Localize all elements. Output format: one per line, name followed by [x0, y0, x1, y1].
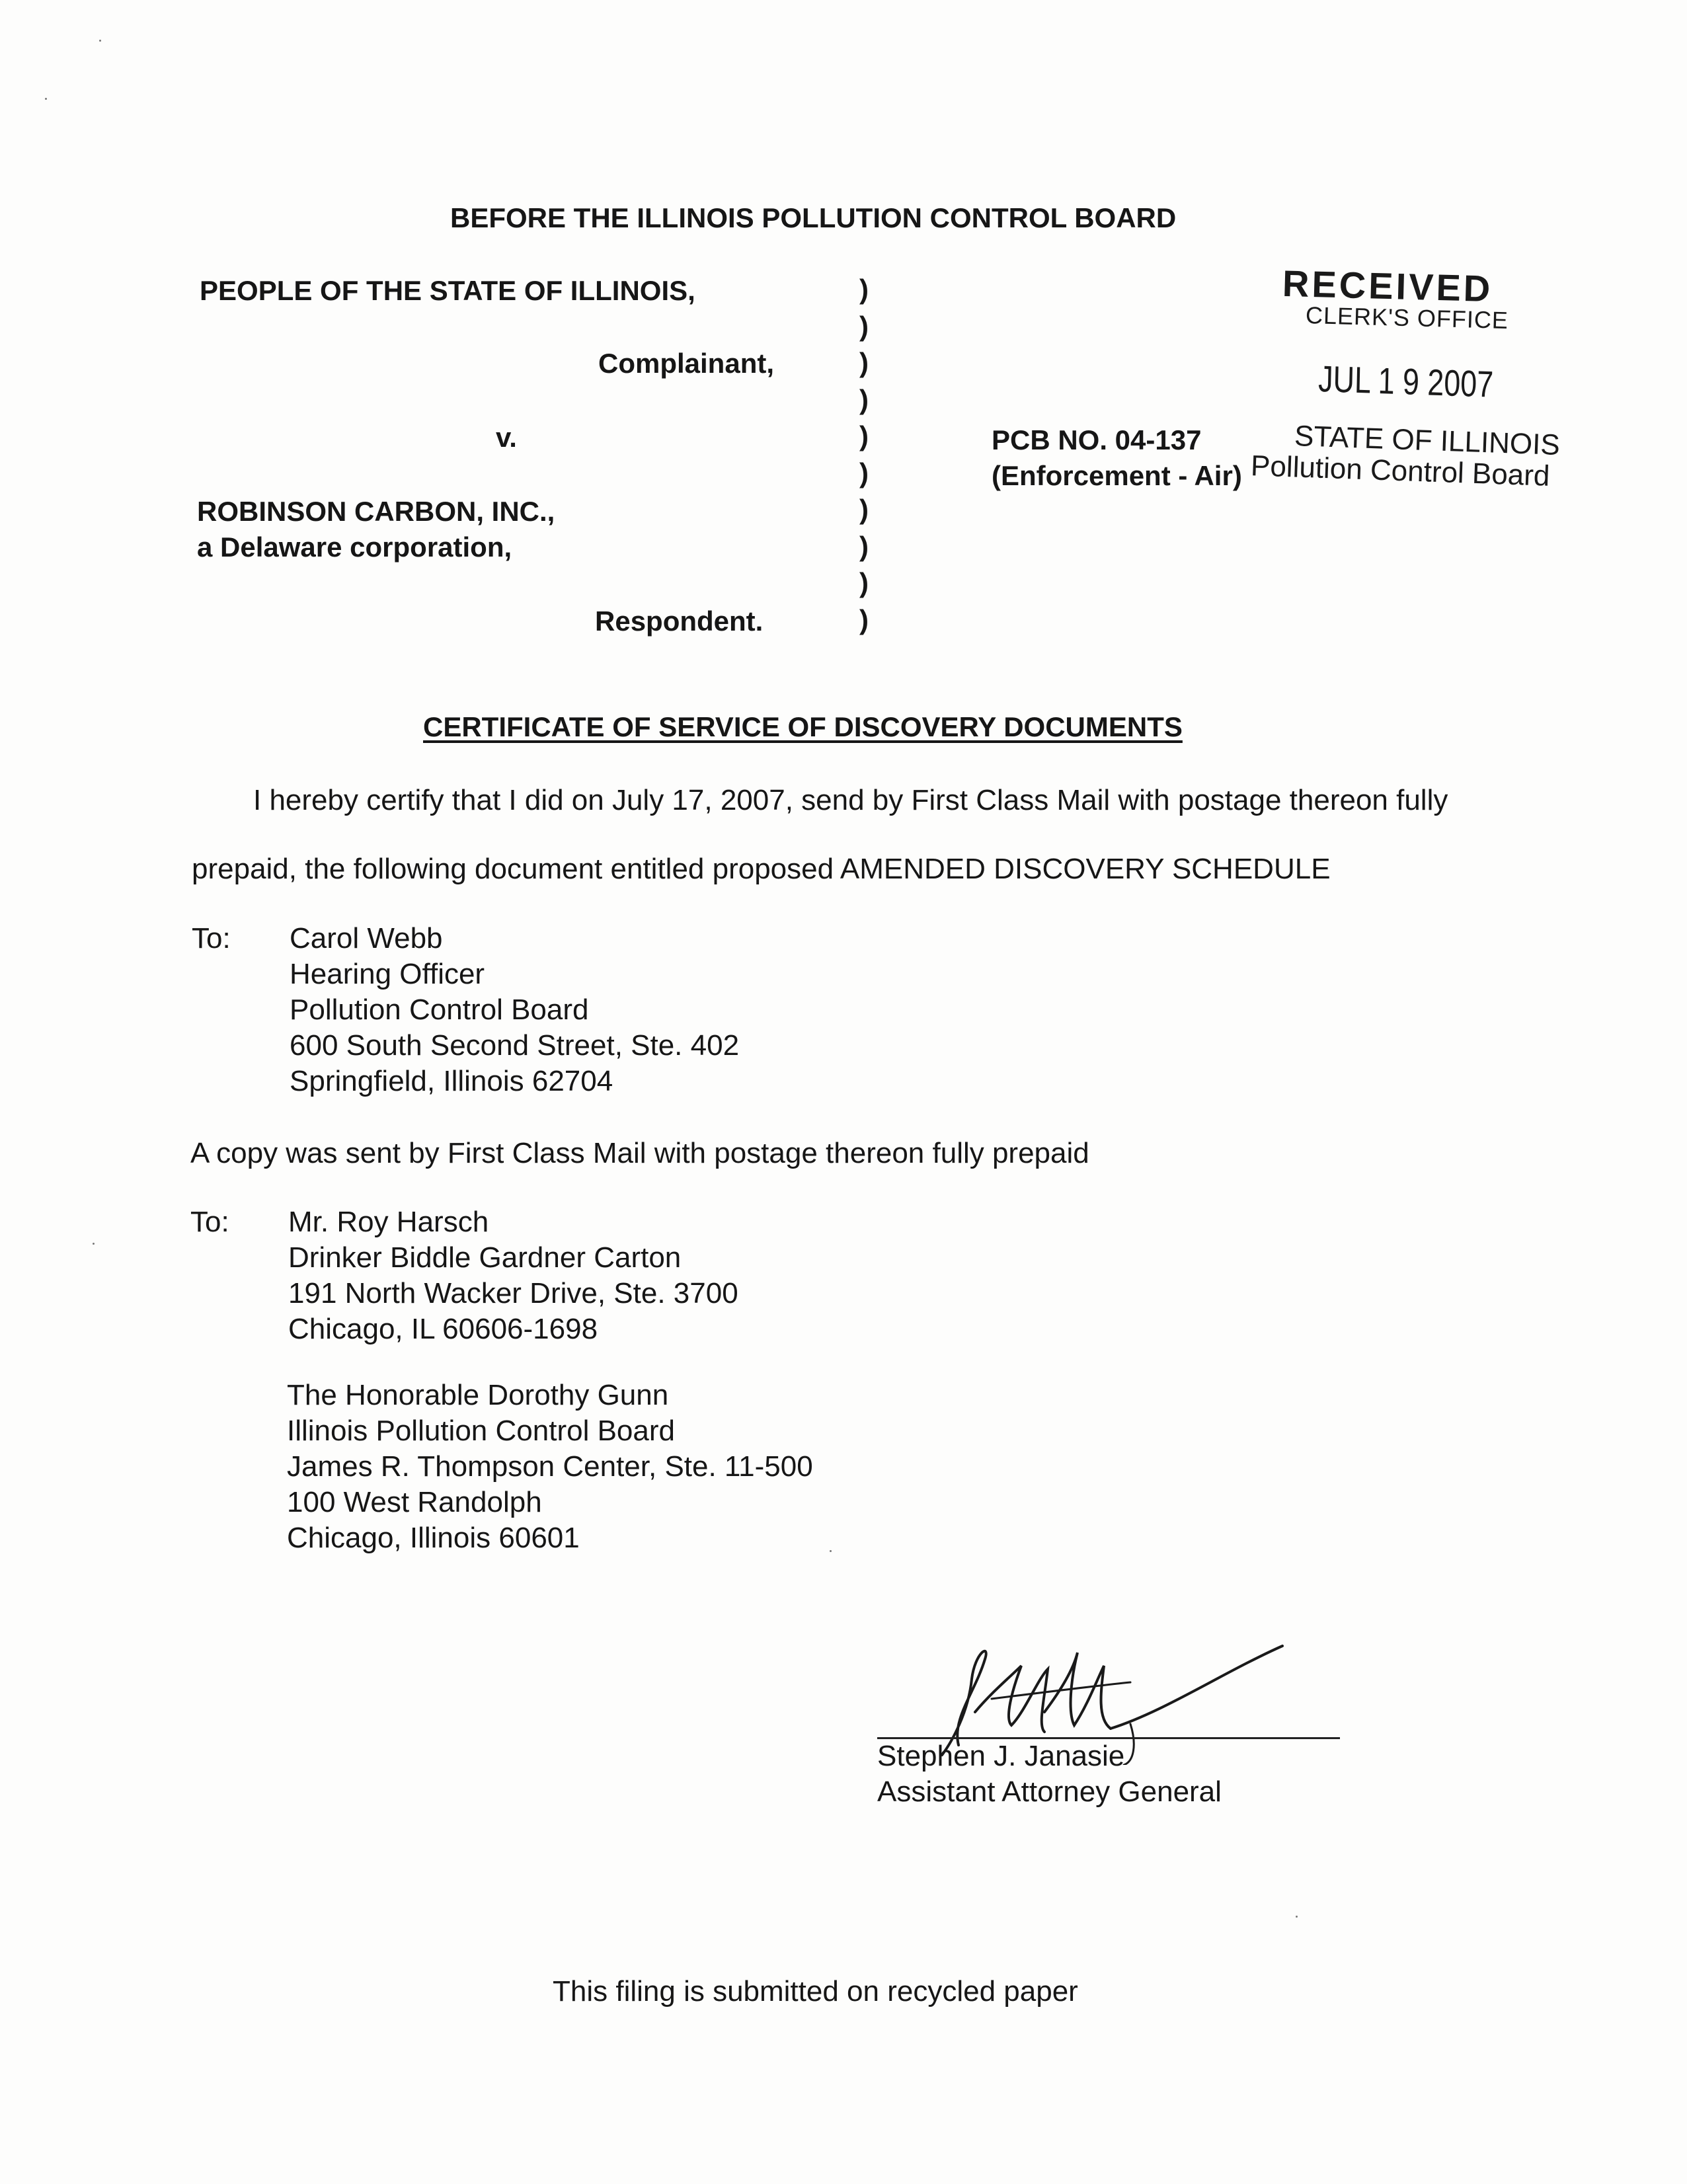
paren: ): [859, 457, 869, 488]
certification-line-2: prepaid, the following document entitled proposed AMENDED DISCOVERY SCHEDULE: [192, 853, 1331, 885]
case-number: PCB NO. 04-137: [992, 424, 1202, 455]
paren: ): [859, 494, 869, 525]
address-line: Carol Webb: [290, 922, 443, 955]
signer-title: Assistant Attorney General: [877, 1775, 1222, 1808]
recycled-paper-note: This filing is submitted on recycled paper: [553, 1975, 1078, 2008]
certificate-title: CERTIFICATE OF SERVICE OF DISCOVERY DOCUMENTS: [423, 711, 1183, 742]
to-label: To:: [190, 1206, 229, 1238]
recipient-address-block: [288, 1204, 738, 1347]
paren: ): [859, 274, 869, 305]
signer-name: Stephen J. Janasie: [877, 1740, 1125, 1772]
defendant-role: Respondent.: [595, 605, 764, 637]
paren: ): [859, 383, 869, 415]
address-line: The Honorable Dorothy Gunn: [287, 1379, 669, 1411]
paren: ): [859, 530, 869, 562]
address-line: Springfield, Illinois 62704: [290, 1065, 613, 1097]
board-stamp: Pollution Control Board: [1250, 449, 1551, 492]
plaintiff-name: PEOPLE OF THE STATE OF ILLINOIS,: [200, 275, 695, 306]
scan-speck: [99, 40, 101, 42]
address-line: Drinker Biddle Gardner Carton: [288, 1241, 682, 1274]
paren: ): [859, 604, 869, 635]
copy-note: A copy was sent by First Class Mail with postage thereon fully prepaid: [190, 1137, 1089, 1169]
address-line: 191 North Wacker Drive, Ste. 3700: [288, 1277, 738, 1309]
address-line: Chicago, IL 60606-1698: [288, 1313, 598, 1345]
recipient-address-block: [287, 1378, 813, 1556]
paren: ): [859, 420, 869, 451]
address-line: 600 South Second Street, Ste. 402: [290, 1029, 740, 1062]
address-line: Chicago, Illinois 60601: [287, 1522, 580, 1554]
address-line: Hearing Officer: [290, 958, 485, 990]
recipient-address-block: [290, 921, 739, 1099]
caption-parentheses: [859, 271, 869, 638]
plaintiff-role: Complainant,: [598, 348, 775, 379]
case-type: (Enforcement - Air): [992, 460, 1242, 491]
scan-speck: [45, 98, 47, 100]
scan-speck: [93, 1243, 95, 1245]
address-line: Pollution Control Board: [290, 994, 589, 1026]
received-date-stamp: JUL 1 9 2007: [1317, 357, 1494, 405]
received-stamp-title: RECEIVED: [1282, 262, 1494, 310]
paren: ): [859, 567, 869, 598]
versus-label: v.: [496, 422, 517, 453]
defendant-description: a Delaware corporation,: [197, 531, 512, 563]
defendant-name: ROBINSON CARBON, INC.,: [197, 496, 555, 527]
scan-speck: [1296, 1916, 1298, 1918]
state-stamp: STATE OF ILLINOIS: [1294, 420, 1561, 461]
to-label: To:: [192, 922, 231, 955]
address-line: James R. Thompson Center, Ste. 11-500: [287, 1450, 813, 1483]
scan-speck: [830, 1550, 832, 1552]
address-line: Illinois Pollution Control Board: [287, 1415, 675, 1447]
address-line: 100 West Randolph: [287, 1486, 542, 1518]
clerks-office-stamp: CLERK'S OFFICE: [1305, 301, 1509, 334]
paren: ): [859, 310, 869, 342]
address-line: Mr. Roy Harsch: [288, 1206, 489, 1238]
certification-line-1: I hereby certify that I did on July 17, 2007, send by First Class Mail with postage thereon fully: [253, 784, 1448, 816]
paren: ): [859, 347, 869, 378]
board-title: BEFORE THE ILLINOIS POLLUTION CONTROL BOARD: [450, 202, 1177, 233]
